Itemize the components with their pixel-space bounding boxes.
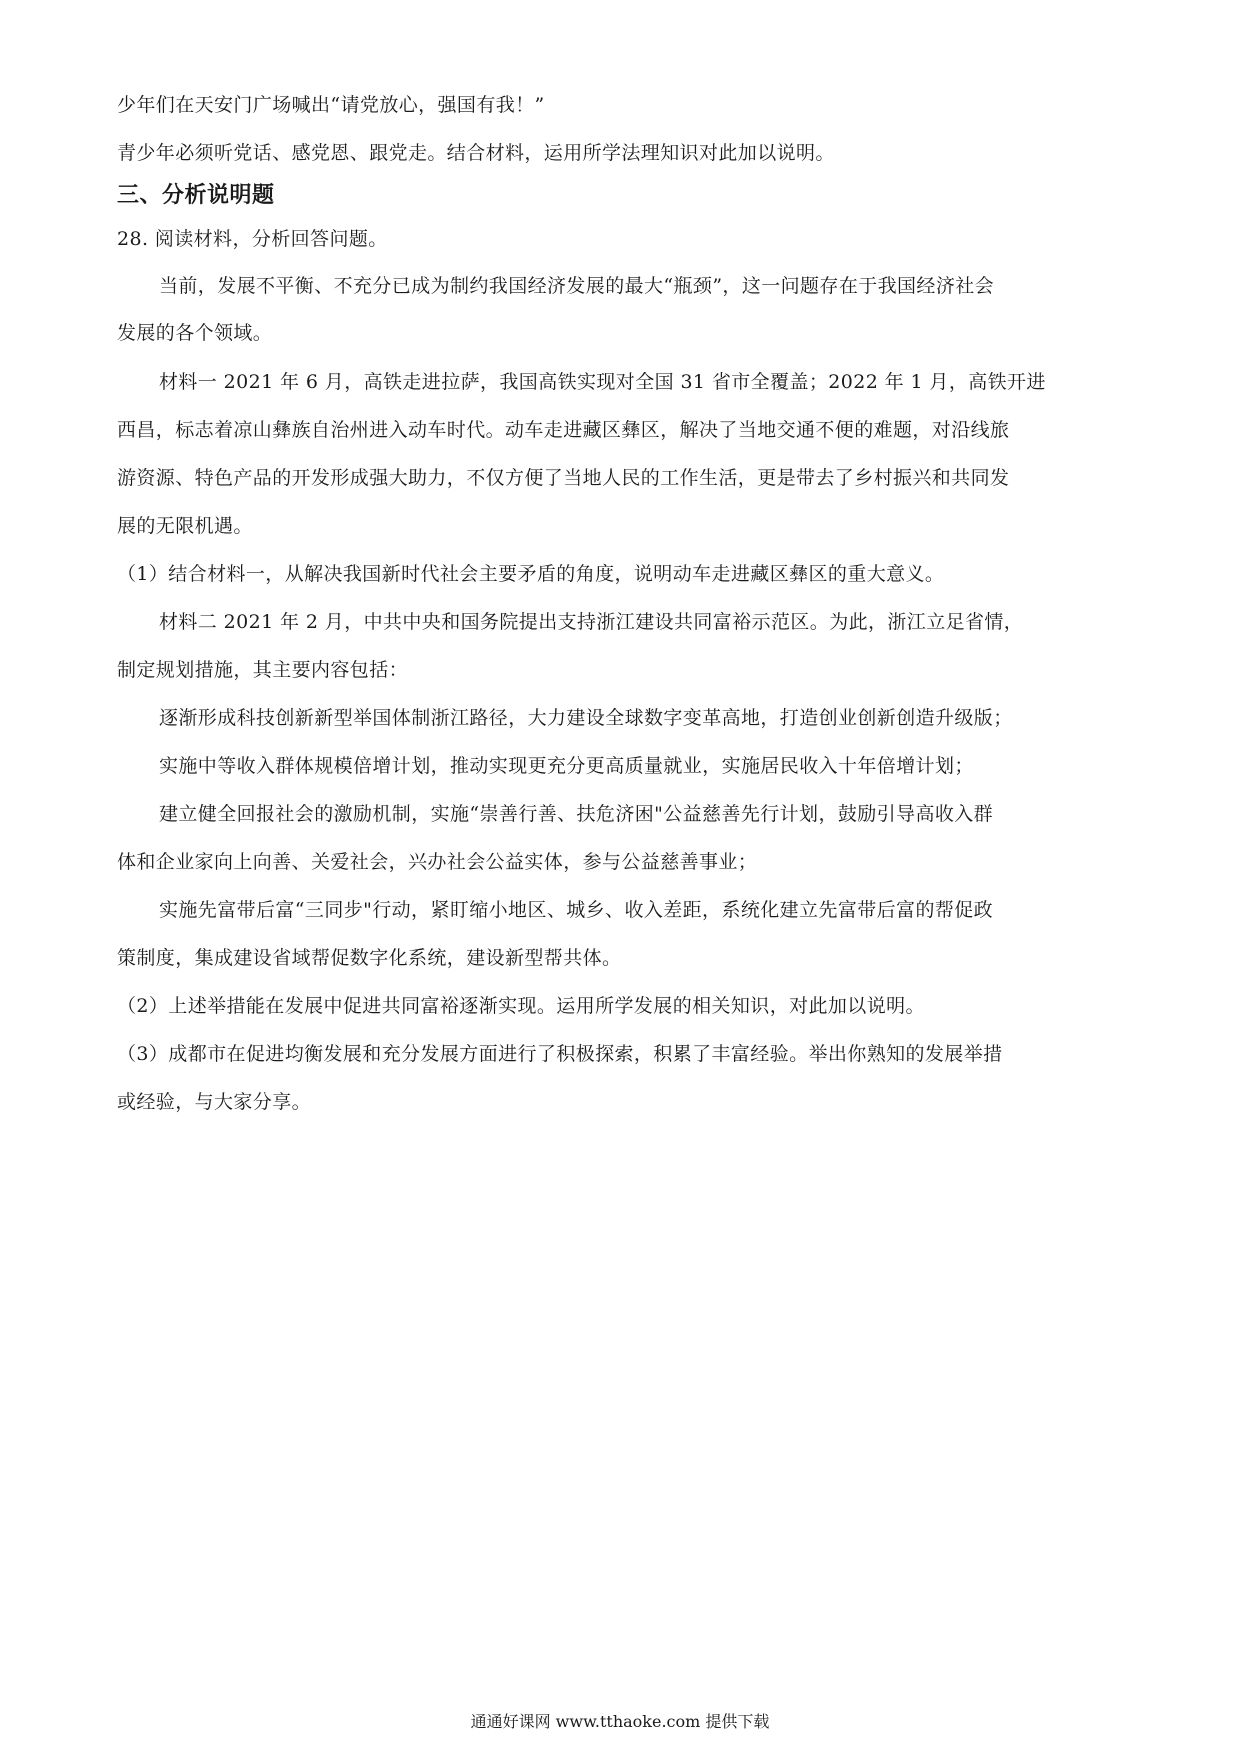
q28-stem: 28. 阅读材料，分析回答问题。 <box>117 228 388 250</box>
sub-question-3-line-1: （3）成都市在促进均衡发展和充分发展方面进行了积极探索，积累了丰富经验。举出你熟知的发展举措 <box>117 1043 1003 1065</box>
measure-4-line-2: 策制度，集成建设省域帮促数字化系统，建设新型帮共体。 <box>117 947 622 969</box>
material-2-line-1: 材料二 2021 年 2 月，中共中央和国务院提出支持浙江建设共同富裕示范区。为此，浙江立足省情， <box>159 611 1024 633</box>
measure-3-line-1: 建立健全回报社会的激励机制，实施“崇善行善、扶危济困"公益慈善先行计划，鼓励引导高收入群 <box>159 803 994 825</box>
section-title: 三、分析说明题 <box>117 183 275 208</box>
material-1-line-1: 材料一 2021 年 6 月，高铁走进拉萨，我国高铁实现对全国 31 省市全覆盖；2022 年 1 月，高铁开进 <box>159 371 1046 393</box>
sub-question-2: （2）上述举措能在发展中促进共同富裕逐渐实现。运用所学发展的相关知识，对此加以说明。 <box>117 995 925 1017</box>
q27-line-1: 少年们在天安门广场喊出“请党放心，强国有我！” <box>117 94 545 116</box>
q28-intro-line-1: 当前，发展不平衡、不充分已成为制约我国经济发展的最大“瓶颈”，这一问题存在于我国经济社会 <box>159 275 995 297</box>
q27-line-2: 青少年必须听党话、感党恩、跟党走。结合材料，运用所学法理知识对此加以说明。 <box>117 142 835 164</box>
measure-2: 实施中等收入群体规模倍增计划，推动实现更充分更高质量就业，实施居民收入十年倍增计划； <box>159 755 974 777</box>
sub-question-3-line-2: 或经验，与大家分享。 <box>117 1091 312 1113</box>
sub-question-1: （1）结合材料一，从解决我国新时代社会主要矛盾的角度，说明动车走进藏区彝区的重大意义。 <box>117 563 945 585</box>
material-1-line-4: 展的无限机遇。 <box>117 515 253 537</box>
material-1-line-2: 西昌，标志着凉山彝族自治州进入动车时代。动车走进藏区彝区，解决了当地交通不便的难题，对沿线旅 <box>117 419 1010 441</box>
measure-1: 逐渐形成科技创新新型举国体制浙江路径，大力建设全球数字变革高地，打造创业创新创造升级版； <box>159 707 1013 729</box>
material-1-line-3: 游资源、特色产品的开发形成强大助力，不仅方便了当地人民的工作生活，更是带去了乡村振兴和共同发 <box>117 467 1010 489</box>
page-content <box>117 92 1127 1115</box>
measure-4-line-1: 实施先富带后富“三同步"行动，紧盯缩小地区、城乡、收入差距，系统化建立先富带后富的帮促政 <box>159 899 994 921</box>
q28-intro-line-2: 发展的各个领域。 <box>117 322 273 344</box>
material-2-line-2: 制定规划措施，其主要内容包括： <box>117 659 409 681</box>
measure-3-line-2: 体和企业家向上向善、关爱社会，兴办社会公益实体，参与公益慈善事业； <box>117 851 758 873</box>
page-footer: 通通好课网 www.tthaoke.com 提供下载 <box>470 1712 770 1731</box>
